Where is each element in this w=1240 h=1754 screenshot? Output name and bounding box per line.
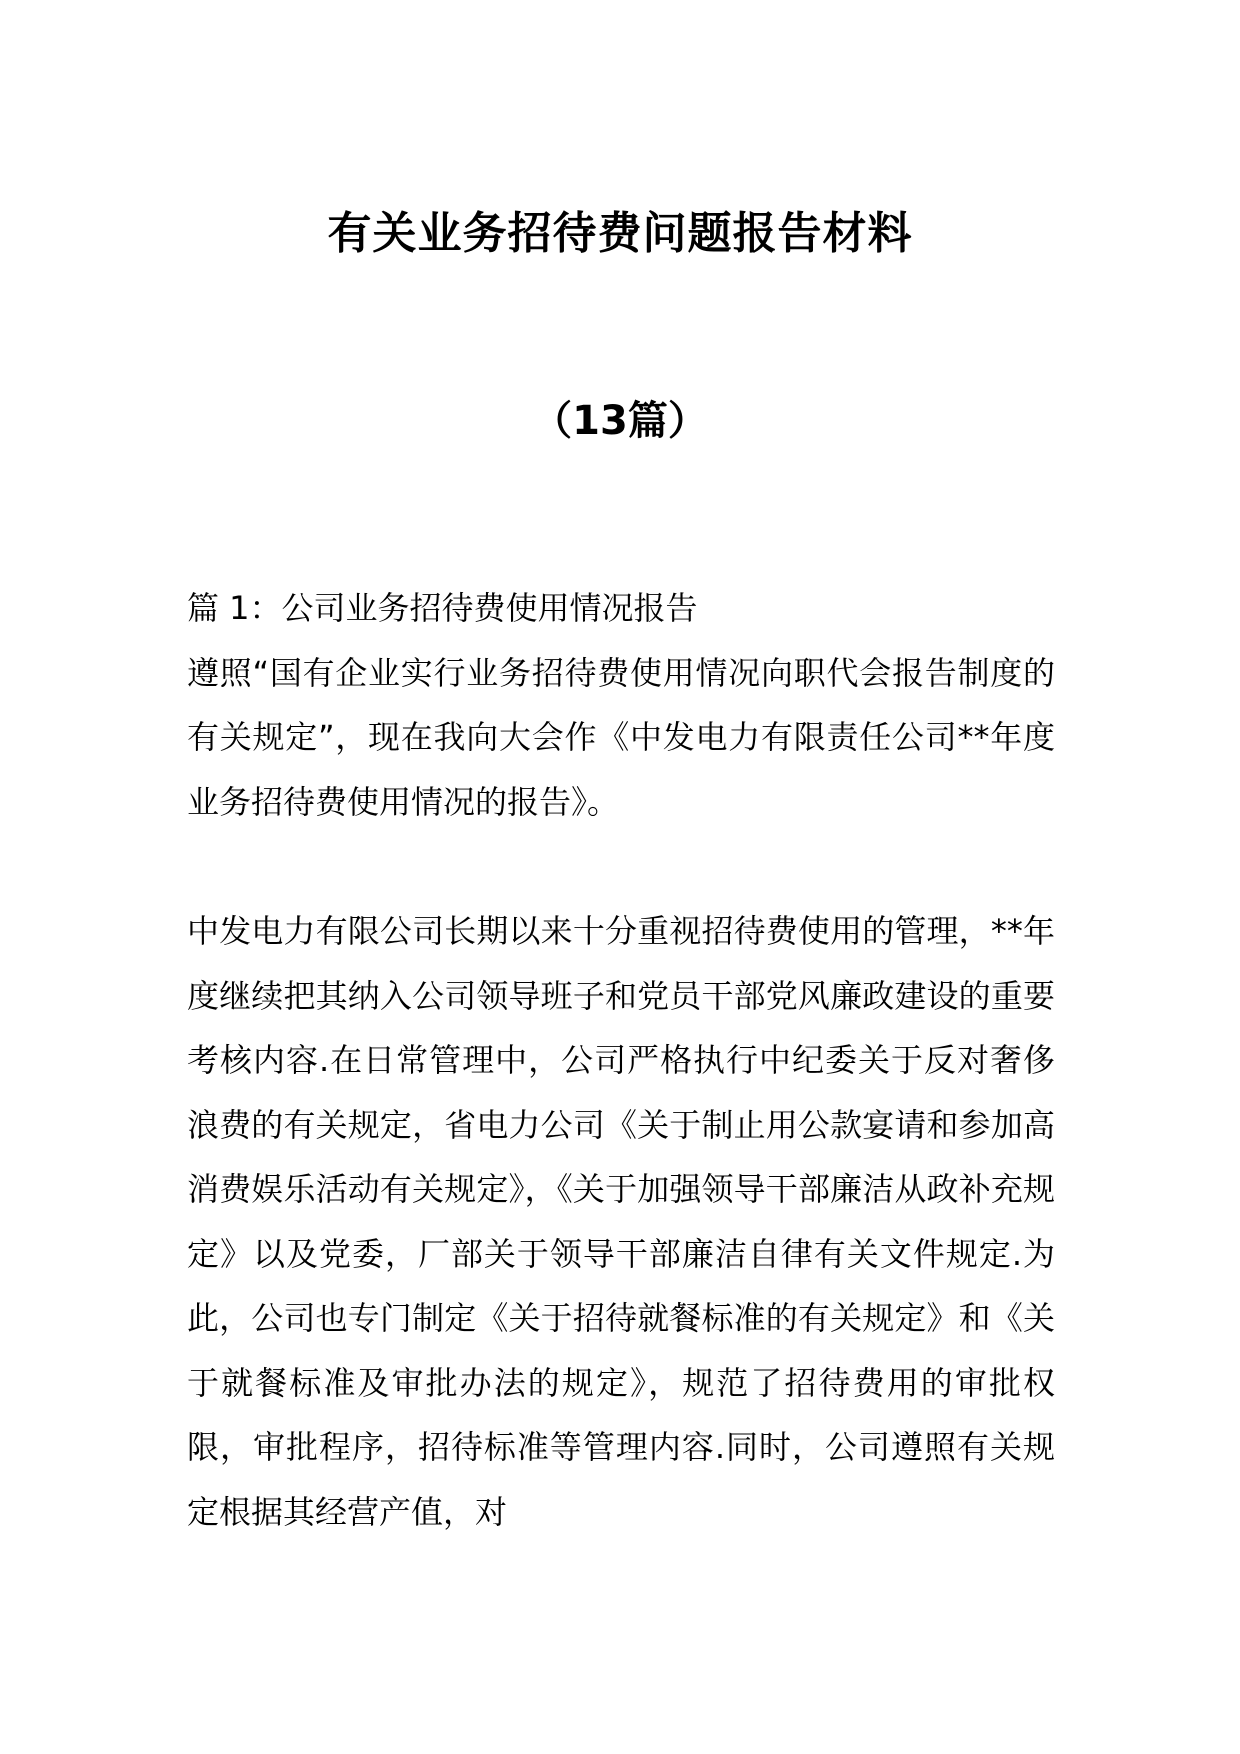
document-title: 有关业务招待费问题报告材料: [327, 208, 913, 259]
section-heading: 篇 1：公司业务招待费使用情况报告: [187, 589, 698, 627]
paragraph-spacer: [187, 834, 1055, 899]
body-paragraph: 中发电力有限公司长期以来十分重视招待费使用的管理，**年度继续把其纳入公司领导班子和党员干部党风廉政建设的重要考核内容.在日常管理中，公司严格执行中纪委关于反对奢侈浪费的有关规定，省电力公司《关于制止用公款宴请和参加高消费娱乐活动有关规定》，《关于加强领导干部廉洁从政补充规定》以及党委，厂部关于领导干部廉洁自律有关文件规定.为此，公司也专门制定《关于招待就餐标准的有关规定》和《关于就餐标准及审批办法的规定》，规范了招待费用的审批权限，审批程序，招待标准等管理内容.同时，公司遵照有关规定根据其经营产值，对: [187, 912, 1055, 1531]
document-subtitle: （13篇）: [532, 398, 708, 444]
intro-paragraph: 遵照“国有企业实行业务招待费使用情况向职代会报告制度的有关规定”，现在我向大会作《中发电力有限责任公司**年度业务招待费使用情况的报告》。: [187, 653, 1055, 821]
document-body: [187, 576, 1055, 1544]
